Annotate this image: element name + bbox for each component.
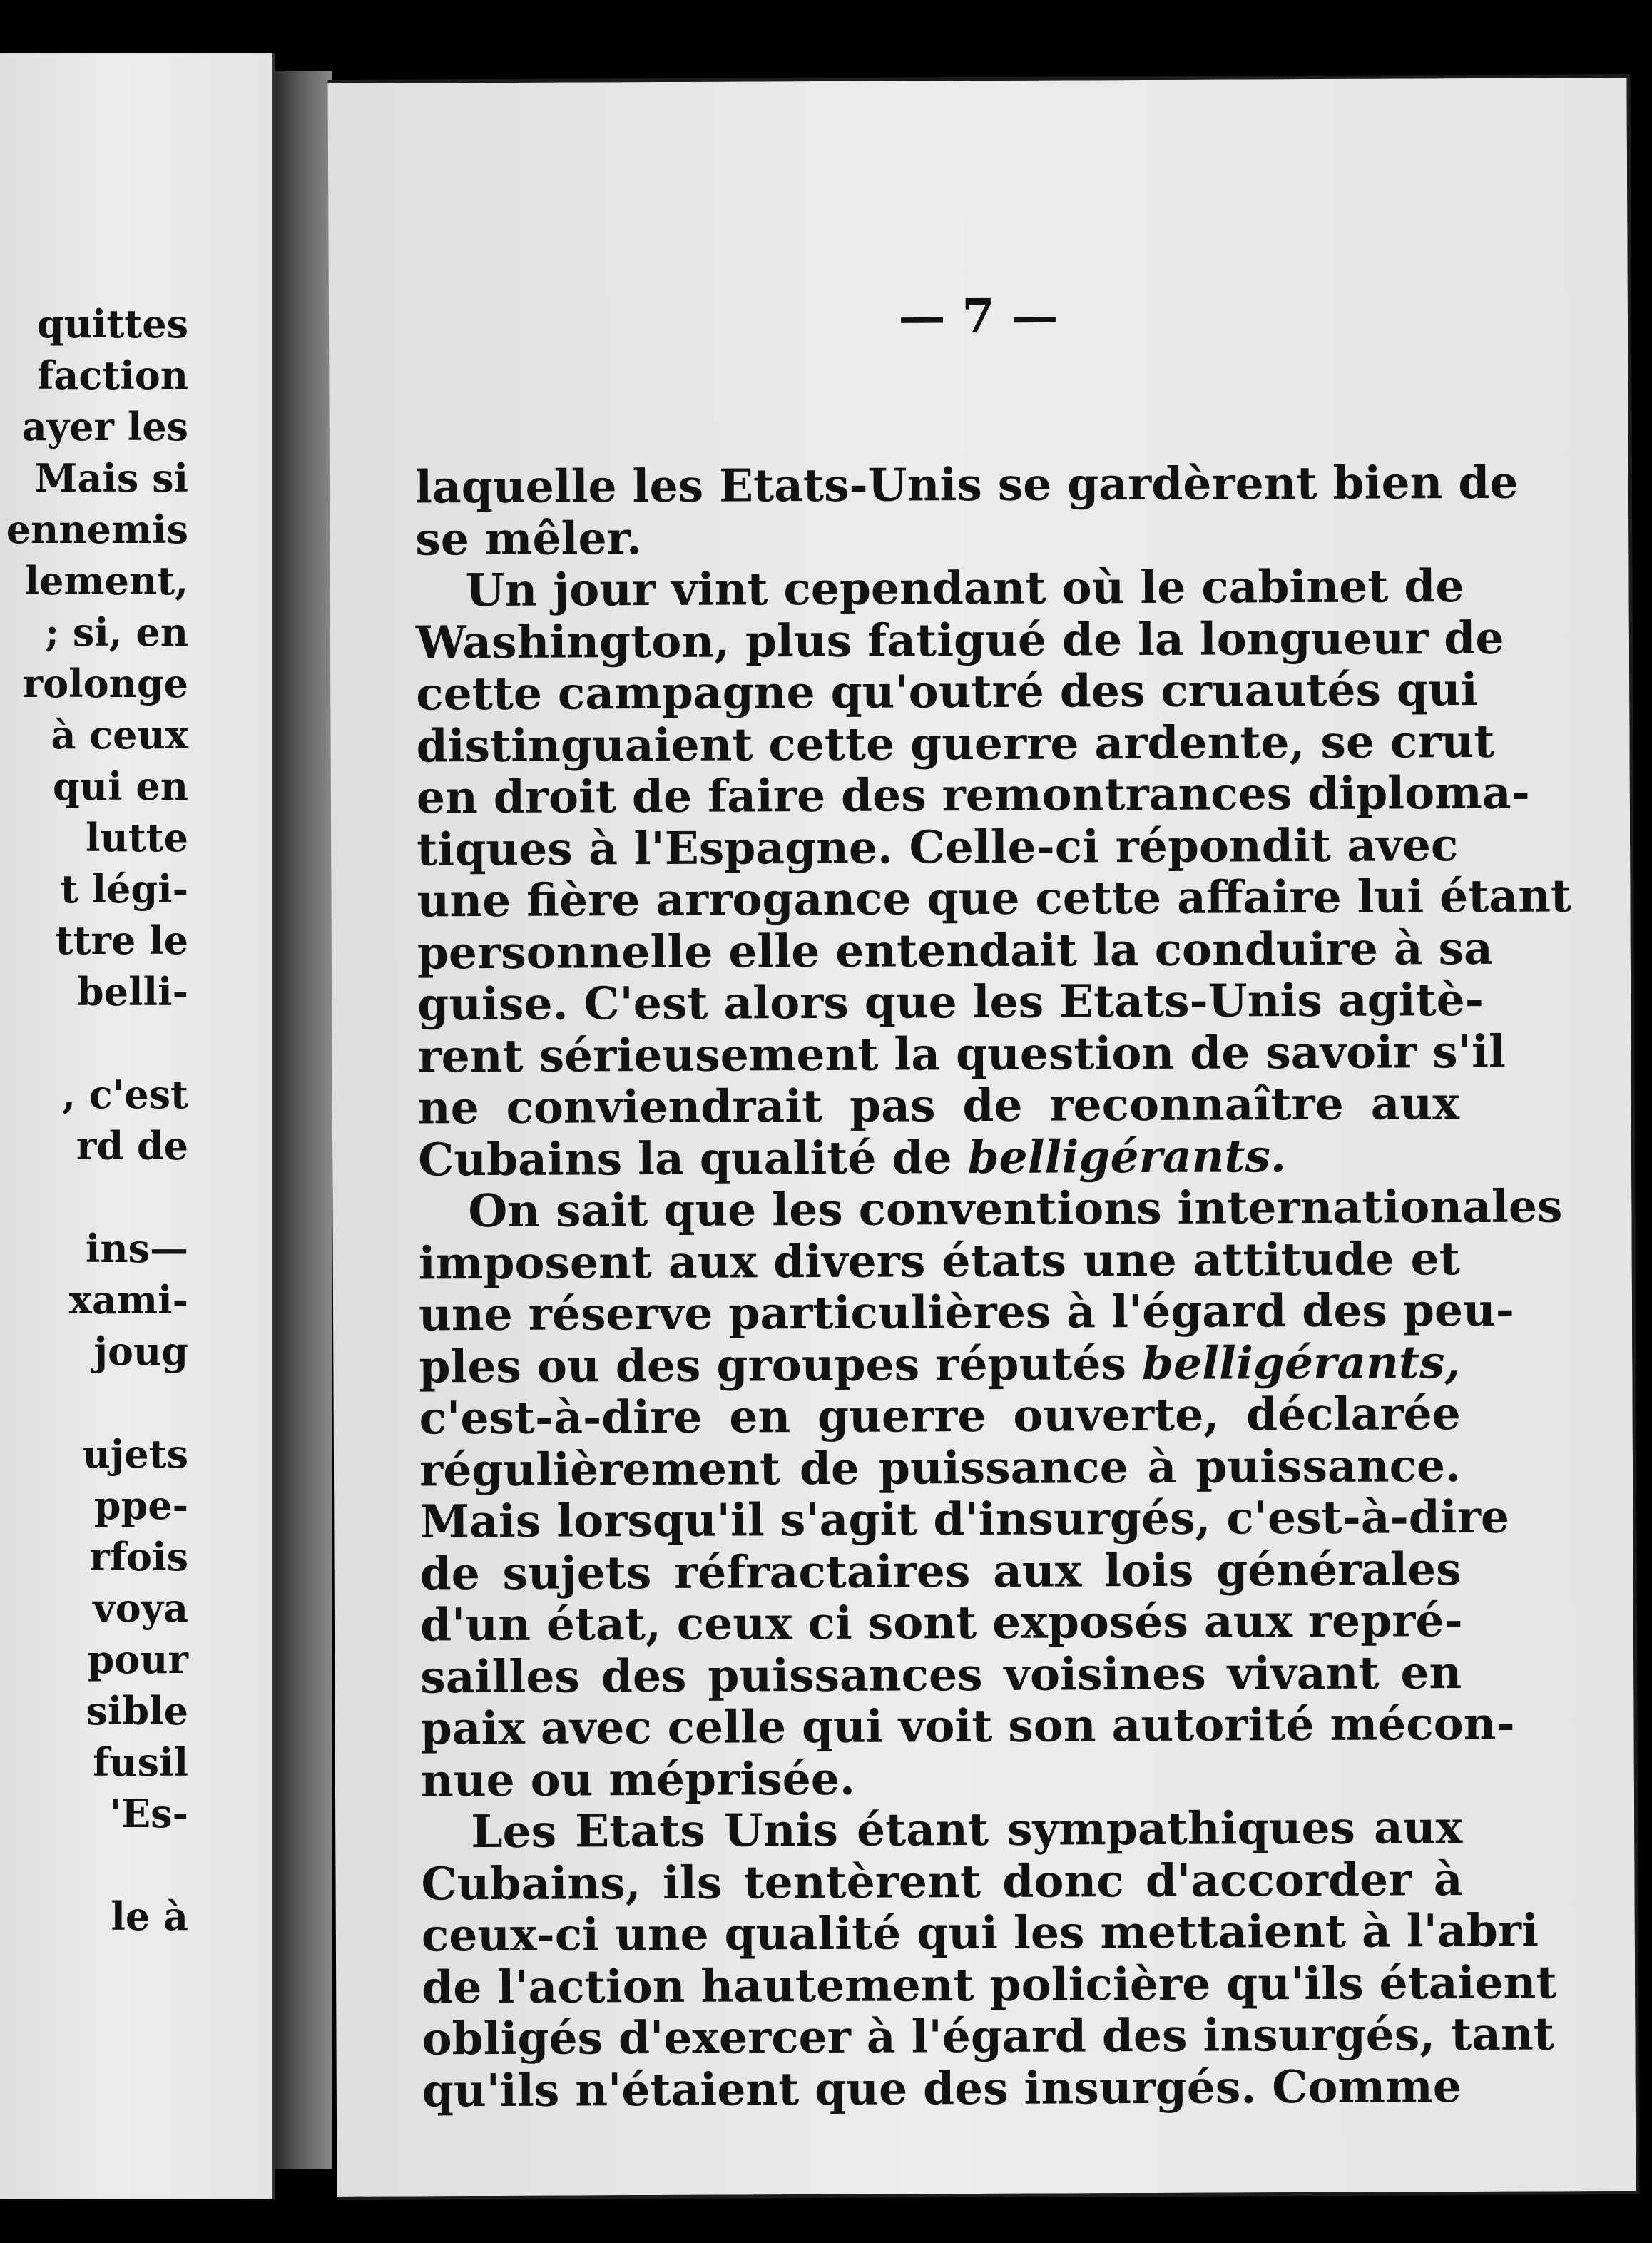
left-page-line: joug — [93, 1328, 188, 1374]
text-line: de l'action hautement policière qu'ils étaient — [422, 1955, 1557, 2013]
text-line: rent sérieusement la question de savoir s'il — [417, 1024, 1506, 1082]
text-line: Un jour vint cependant où le cabinet de — [465, 559, 1464, 617]
book-spine — [275, 71, 332, 2169]
left-page-line: belli- — [76, 969, 188, 1014]
text-line: personnelle elle entendait la conduire à sa — [417, 921, 1493, 979]
right-page — [328, 74, 1640, 2200]
text-line: en droit de faire des remontrances diploma- — [416, 766, 1530, 824]
text-line: cette campagne qu'outré des cruautés qui — [416, 662, 1478, 721]
left-page-line: ppe- — [93, 1482, 188, 1528]
blank-line — [6, 1171, 188, 1223]
text-line: guise. C'est alors que les Etats-Unis agitè- — [417, 972, 1484, 1031]
text-line: régulièrement de puissance à puissance. — [419, 1438, 1462, 1496]
left-page-line: sible — [86, 1688, 188, 1734]
italic-term: belligérants, — [1141, 1335, 1461, 1390]
left-page-line: ins— — [85, 1226, 188, 1271]
text-line: Les Etats Unis étant sympathiques aux — [471, 1801, 1463, 1858]
text-line: Washington, plus fatigué de la longueur de — [415, 611, 1504, 668]
text-line: On sait que les conventions internationales — [468, 1179, 1563, 1238]
blank-line — [6, 1377, 188, 1428]
left-page-line: xami- — [68, 1277, 188, 1323]
body-text — [414, 455, 1572, 2117]
text-line — [419, 1336, 1460, 1393]
left-page-line: ennemis — [6, 507, 188, 552]
left-page-line: rfois — [89, 1534, 188, 1580]
blank-line — [6, 1017, 188, 1069]
left-page-line: , c'est — [62, 1072, 188, 1117]
text-line: d'un état, ceux ci sont exposés aux repré- — [419, 1594, 1463, 1652]
text-line: sailles des puissances voisines vivant en — [420, 1645, 1462, 1703]
text-span: ples ou des groupes réputés — [419, 1336, 1127, 1393]
left-page-line: ayer les — [21, 404, 188, 449]
text-line: distinguaient cette guerre ardente, se crut — [416, 714, 1495, 772]
text-line: ceux-ci une qualité qui les mettaient à l'abri — [421, 1903, 1539, 1962]
left-page-line: lutte — [85, 815, 188, 860]
italic-term: belligérants. — [967, 1129, 1287, 1184]
text-line: imposent aux divers états une attitude et — [418, 1231, 1460, 1289]
text-line: tiques à l'Espagne. Celle-ci répondit avec — [417, 818, 1459, 875]
left-page-text — [6, 298, 188, 1942]
text-line: une réserve particulières à l'égard des peu- — [418, 1283, 1515, 1341]
blank-line — [6, 1839, 188, 1891]
text-line: paix avec celle qui voit son autorité mécon- — [420, 1697, 1515, 1755]
text-line: laquelle les Etats-Unis se gardèrent bien de — [414, 455, 1519, 514]
text-span: Cubains la qualité de — [417, 1130, 952, 1186]
text-line: Mais lorsqu'il s'agit d'insurgés, c'est-à-dire — [419, 1490, 1510, 1548]
text-line: se mêler. — [415, 511, 643, 565]
left-page-line: ujets — [82, 1431, 188, 1477]
text-line: Cubains, ils tentèrent donc d'accorder à — [421, 1852, 1463, 1910]
left-page — [0, 53, 275, 2199]
text-line: qu'ils n'étaient que des insurgés. Comme — [422, 2059, 1462, 2117]
text-line: c'est-à-dire en guerre ouverte, déclarée — [419, 1387, 1461, 1445]
text-line: obligés d'exercer à l'égard des insurgés, tant — [422, 2007, 1555, 2065]
text-line — [418, 1129, 1459, 1186]
left-page-line: à ceux — [51, 712, 188, 758]
left-page-line: ; si, en — [45, 609, 188, 655]
text-line: ne conviendrait pas de reconnaître aux — [417, 1077, 1459, 1134]
left-page-line: quittes — [36, 301, 188, 347]
left-page-line: ttre le — [55, 917, 188, 963]
left-page-line: faction — [37, 352, 188, 398]
text-line: de sujets réfractaires aux lois générales — [419, 1542, 1462, 1599]
left-page-line: qui en — [53, 763, 188, 809]
left-page-line: pour — [87, 1637, 188, 1682]
left-page-line: t légi- — [60, 866, 188, 912]
left-page-line: voya — [93, 1585, 188, 1631]
text-line: une fière arrogance que cette affaire lui étant — [417, 869, 1572, 927]
left-page-line: rd de — [76, 1123, 188, 1169]
page-number: — 7 — — [898, 288, 1059, 345]
text-line: nue ou méprisée. — [420, 1751, 855, 1806]
left-page-line: Mais si — [34, 455, 188, 501]
left-page-line: lement, — [24, 558, 188, 604]
left-page-line: le à — [111, 1893, 188, 1939]
left-page-line: fusil — [93, 1739, 188, 1785]
left-page-line: rolonge — [22, 661, 188, 706]
left-page-line: 'Es- — [109, 1791, 188, 1836]
